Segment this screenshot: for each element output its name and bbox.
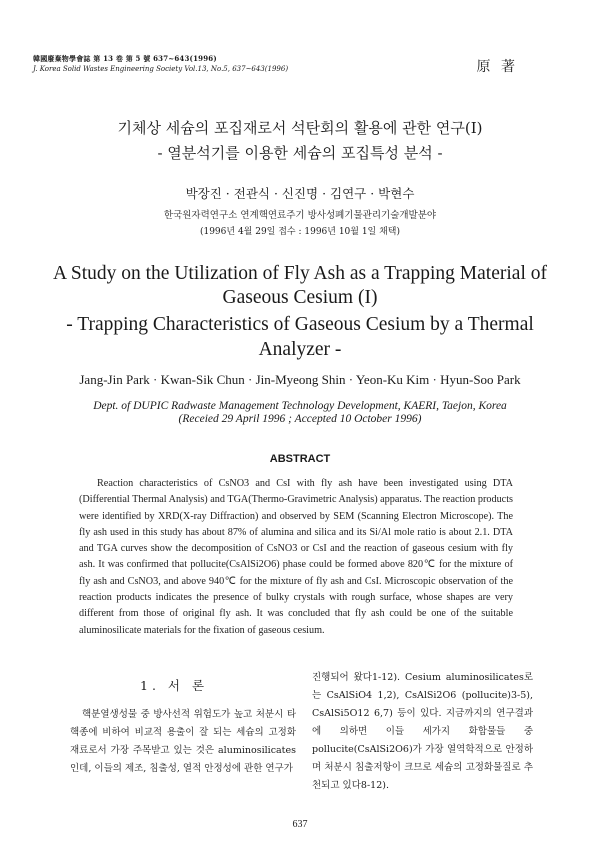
- journal-name-english: J. Korea Solid Wastes Engineering Society Vol.13, No.5, 637~643(1996): [33, 65, 289, 73]
- korean-title-line2: - 열분석기를 이용한 세슘의 포집특성 분석 -: [157, 144, 443, 162]
- english-title-line3: - Trapping Characteristics of Gaseous Cesium by a Thermal: [66, 314, 534, 335]
- abstract-body: [79, 476, 513, 639]
- intro-right-text: 진행되어 왔다1-12). Cesium aluminosilicates로는 CsAlSiO4 1,2), CsAlSi2O6 (pollucite)3-5), CsAlSi5O12 6,7) 등이 있다. 지금까지의 연구결과에 의하면 이들 세가지 화합물들 중 pollucite(CsAlSi2O6)가 가장 열역학적으로 안정하며 처분시 침출저항이 크므로 세슘의 고정화물질로 추천되고 있다8-12).: [312, 672, 533, 791]
- journal-name-korean: 韓國廢棄物學會誌 第 13 卷 第 5 號 637~643(1996): [33, 54, 217, 63]
- abstract-heading: ABSTRACT: [269, 453, 331, 465]
- english-title-line2: Gaseous Cesium (I): [222, 287, 378, 308]
- english-title-line1: A Study on the Utilization of Fly Ash as a Trapping Material of: [53, 263, 547, 284]
- abstract-text: Reaction characteristics of CsNO3 and CsI with fly ash have been investigated using DTA (Differential Thermal Analysis) and TGA(Thermo-Gravimetric Analysis) apparatus. The reaction products were identified by XRD(X-ray Diffraction) and observed by SEM (Scanning Electron Microscope). The fly ash used in this study has about 87% of alumina and silica and its Si/Al mole ratio is about 2.1. DTA and TGA curves show the decomposition of CsNO3 or CsI and the reaction of gaseous cesium with fly ash. It was confirmed that pollucite(CsAlSi2O6) phase could be formed above 820℃ for the mixture of fly ash and CsNO3, and above 940℃ for the mixture of fly ash and CsI. Microscopic observation of the reaction products indicates the presence of bulky crystals with rough surface, whose shapes are very different from those of original fly ash. It was concluded that fly ash could be one of the suitable aluminosilicate materials for the fixation of gaseous cesium.: [79, 478, 513, 636]
- english-title-line4: Analyzer -: [258, 339, 342, 360]
- article-type: 原 著: [476, 59, 518, 75]
- english-received-date: (Receied 29 April 1996 ; Accepted 10 October 1996): [178, 413, 422, 425]
- page-number: 637: [292, 819, 308, 830]
- section-heading-introduction: 1. 서 론: [140, 678, 209, 693]
- korean-authors: 박장진 · 전관식 · 신진명 · 김연구 · 박현수: [185, 186, 415, 201]
- intro-left-text: 핵분열생성물 중 방사선적 위험도가 높고 처분시 타 핵종에 비하여 비교적 용출이 잘 되는 세슘의 고정화 재료로서 가장 주목받고 있는 것은 aluminosilicates 인데, 이들의 제조, 침출성, 열적 안정성에 관한 연구가: [70, 709, 296, 774]
- journal-header: [33, 54, 288, 74]
- korean-title-line1: 기체상 세슘의 포집재로서 석탄회의 활용에 관한 연구(I): [117, 119, 483, 137]
- english-affiliation: Dept. of DUPIC Radwaste Management Technology Development, KAERI, Taejon, Korea: [93, 400, 507, 412]
- korean-received-date: (1996년 4월 29일 접수 : 1996년 10월 1일 채택): [199, 227, 401, 237]
- english-authors: Jang-Jin Park · Kwan-Sik Chun · Jin-Myeong Shin · Yeon-Ku Kim · Hyun-Soo Park: [79, 372, 521, 387]
- korean-affiliation: 한국원자력연구소 연계핵연료주기 방사성폐기물관리기술개발분야: [163, 210, 437, 221]
- intro-left-column: [70, 706, 296, 778]
- intro-right-column: [312, 669, 533, 795]
